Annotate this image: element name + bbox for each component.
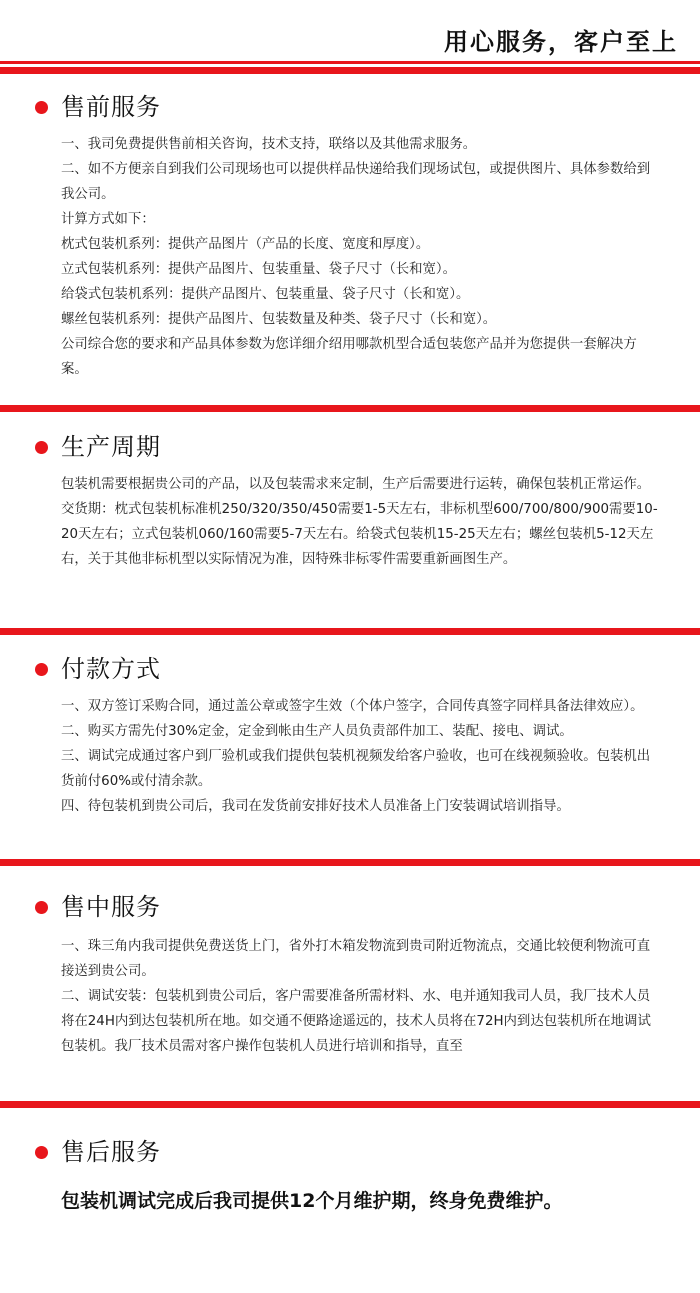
paragraph: 包装机调试完成后我司提供12个月维护期，终身免费维护。	[61, 1190, 563, 1212]
paragraph: 公司综合您的要求和产品具体参数为您详细介绍用哪款机型合适包装您产品并为您提供一套解决方案。	[61, 337, 637, 377]
section-title: 付款方式	[61, 655, 161, 683]
section-in-sale	[0, 888, 700, 1059]
section-body	[61, 934, 661, 1059]
paragraph: 二、调试安装：包装机到贵公司后，客户需要准备所需材料、水、电并通知我司人员，我厂技术人员将在24H内到达包装机所在地。如交通不便路途遥远的，技术人员将在72H内到达包装机所在地调试包装机。我厂技术员需对客户操作包装机人员进行培训和指导，直至	[61, 989, 651, 1054]
paragraph: 四、待包装机到贵公司后，我司在发货前安排好技术人员准备上门安装调试培训指导。	[61, 799, 570, 814]
section-body	[61, 694, 661, 819]
section-body	[61, 472, 661, 572]
section-header	[0, 1133, 700, 1173]
paragraph: 立式包装机系列：提供产品图片、包装重量、袋子尺寸（长和宽）。	[61, 262, 457, 277]
section-title: 售前服务	[61, 93, 161, 121]
section-presale	[0, 88, 700, 382]
paragraph: 给袋式包装机系列：提供产品图片、包装重量、袋子尺寸（长和宽）。	[61, 287, 470, 302]
header-rule-top	[0, 61, 700, 64]
header-rule-bottom	[0, 67, 700, 74]
slogan: 用心服务，客户至上	[444, 28, 678, 56]
paragraph: 一、珠三角内我司提供免费送货上门，省外打木箱发物流到贵司附近物流点，交通比较便利物流可直接送到贵公司。	[61, 939, 651, 979]
section-payment	[0, 650, 700, 819]
paragraph: 二、如不方便亲自到我们公司现场也可以提供样品快递给我们现场试包，或提供图片、具体参数给到我公司。	[61, 162, 651, 202]
paragraph: 二、购买方需先付30%定金，定金到帐由生产人员负责部件加工、装配、接电、调试。	[61, 724, 573, 739]
section-title: 售后服务	[61, 1138, 161, 1166]
section-header	[0, 428, 700, 468]
section-divider	[0, 859, 700, 866]
section-title: 生产周期	[61, 433, 161, 461]
bullet-dot-icon	[35, 1146, 48, 1159]
paragraph: 一、双方签订采购合同，通过盖公章或签字生效（个体户签字，合同传真签字同样具备法律效应）。	[61, 699, 644, 714]
paragraph: 计算方式如下：	[61, 212, 155, 227]
paragraph: 枕式包装机系列：提供产品图片（产品的长度、宽度和厚度）。	[61, 237, 430, 252]
section-body	[61, 132, 661, 382]
section-divider	[0, 1101, 700, 1108]
section-header	[0, 88, 700, 128]
paragraph: 螺丝包装机系列：提供产品图片、包装数量及种类、袋子尺寸（长和宽）。	[61, 312, 497, 327]
paragraph: 包装机需要根据贵公司的产品，以及包装需求来定制，生产后需要进行运转，确保包装机正常运作。	[61, 477, 651, 492]
section-divider	[0, 628, 700, 635]
section-after-sale	[0, 1133, 700, 1216]
section-body	[61, 1186, 661, 1216]
paragraph: 三、调试完成通过客户到厂验机或我们提供包装机视频发给客户验收，也可在线视频验收。包装机出货前付60%或付清余款。	[61, 749, 651, 789]
bullet-dot-icon	[35, 441, 48, 454]
paragraph: 一、我司免费提供售前相关咨询，技术支持，联络以及其他需求服务。	[61, 137, 477, 152]
section-header	[0, 650, 700, 690]
bullet-dot-icon	[35, 101, 48, 114]
bullet-dot-icon	[35, 901, 48, 914]
section-header	[0, 888, 700, 928]
paragraph: 交货期：枕式包装机标准机250/320/350/450需要1-5天左右，非标机型600/700/800/900需要10-20天左右；立式包装机060/160需要5-7天左右。给袋式包装机15-25天左右；螺丝包装机5-12天左右，关于其他非标机型以实际情况为准，因特殊非标零件需要重新画图生产。	[61, 502, 658, 567]
section-divider	[0, 405, 700, 412]
bullet-dot-icon	[35, 663, 48, 676]
section-production-cycle	[0, 428, 700, 572]
section-title: 售中服务	[61, 893, 161, 921]
page-header	[0, 0, 700, 60]
